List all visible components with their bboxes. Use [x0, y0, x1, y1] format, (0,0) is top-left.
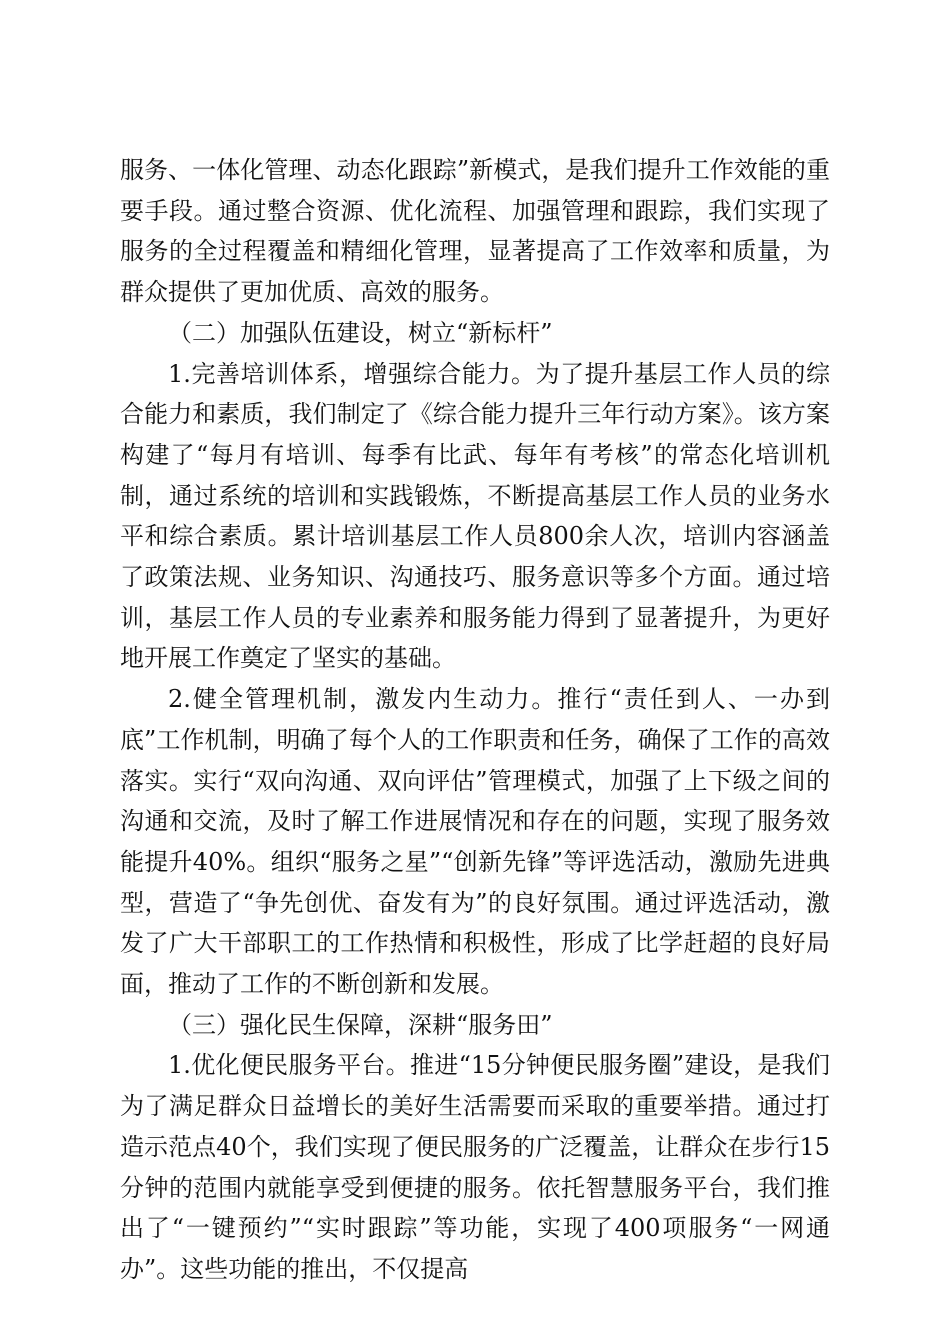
section-heading-2: （二）加强队伍建设，树立“新标杆” — [168, 318, 553, 347]
paragraph-continued: 服务、一体化管理、动态化跟踪”新模式，是我们提升工作效能的重要手段。通过整合资源、优化流程、加强管理和跟踪，我们实现了服务的全过程覆盖和精细化管理，显著提高了工作效率和质量，为群众提供了更加优质、高效的服务。 — [120, 156, 830, 307]
paragraph-management-mechanism: 2.健全管理机制，激发内生动力。推行“责任到人、一办到底”工作机制，明确了每个人的工作职责和任务，确保了工作的高效落实。实行“双向沟通、双向评估”管理模式，加强了上下级之间的沟通和交流，及时了解工作进展情况和存在的问题，实现了服务效能提升40%。组织“服务之星”“创新先锋”等评选活动，激励先进典型，营造了“争先创优、奋发有为”的良好氛围。通过评选活动，激发了广大干部职工的工作热情和积极性，形成了比学赶超的良好局面，推动了工作的不断创新和发展。 — [120, 685, 830, 999]
section-heading-3: （三）强化民生保障，深耕“服务田” — [168, 1010, 553, 1039]
document-body — [120, 150, 830, 1290]
paragraph-service-platform: 1.优化便民服务平台。推进“15分钟便民服务圈”建设，是我们为了满足群众日益增长的美好生活需要而采取的重要举措。通过打造示范点40个，我们实现了便民服务的广泛覆盖，让群众在步行15分钟的范围内就能享受到便捷的服务。依托智慧服务平台，我们推出了“一键预约”“实时跟踪”等功能，实现了400项服务“一网通办”。这些功能的推出，不仅提高 — [120, 1051, 830, 1283]
paragraph-training-system: 1.完善培训体系，增强综合能力。为了提升基层工作人员的综合能力和素质，我们制定了《综合能力提升三年行动方案》。该方案构建了“每月有培训、每季有比武、每年有考核”的常态化培训机制，通过系统的培训和实践锻炼，不断提高基层工作人员的业务水平和综合素质。累计培训基层工作人员800余人次，培训内容涵盖了政策法规、业务知识、沟通技巧、服务意识等多个方面。通过培训，基层工作人员的专业素养和服务能力得到了显著提升，为更好地开展工作奠定了坚实的基础。 — [120, 359, 830, 673]
